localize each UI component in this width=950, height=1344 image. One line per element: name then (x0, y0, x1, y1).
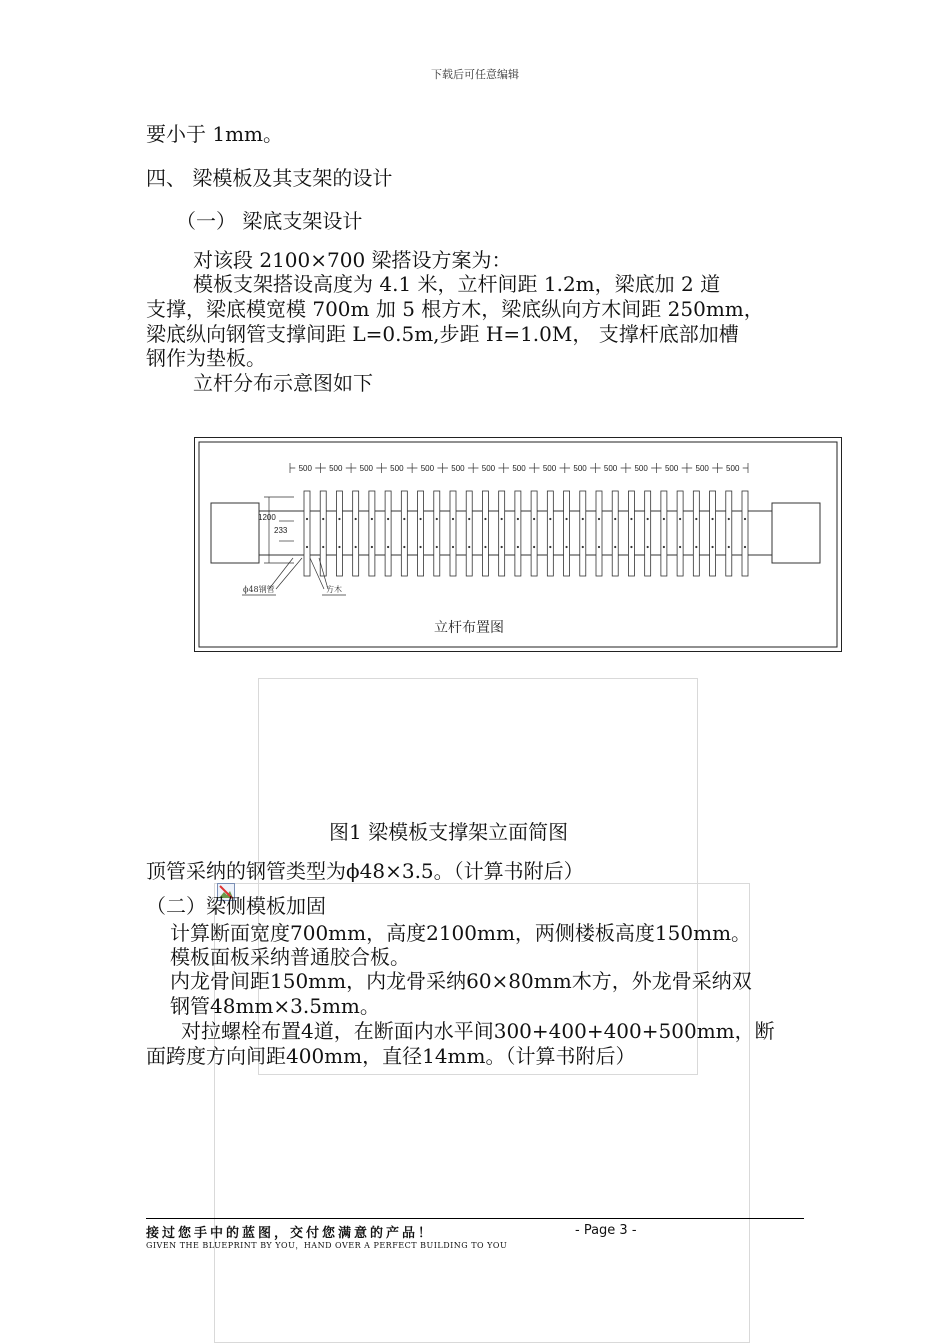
left-dim-label-2: 233 (274, 526, 288, 535)
dim-label: 500 (512, 464, 526, 473)
pipe-node (452, 518, 454, 520)
timber-post (369, 491, 375, 576)
paragraph-1: 对该段 2100×700 梁搭设方案为： (193, 248, 512, 272)
dim-label: 500 (451, 464, 465, 473)
timber-post (385, 491, 391, 576)
paragraph-2d: 钢作为垫板。 (146, 346, 266, 370)
paragraph-2c: 梁底纵向钢管支撑间距 L=0.5m,步距 H=1.0M， 支撑杆底部加槽 (146, 322, 739, 346)
pipe-node (679, 546, 681, 548)
pipe-node (711, 518, 713, 520)
dim-label: 500 (664, 464, 679, 473)
pipe-node (322, 546, 324, 548)
timber-post (482, 491, 488, 576)
dim-label: 500 (542, 464, 557, 473)
pipe-node (484, 518, 486, 520)
paragraph-4: 顶管采纳的钢管类型为ϕ48×3.5。（计算书附后） (146, 859, 584, 883)
timber-post (596, 491, 602, 576)
pipe-node (306, 546, 308, 548)
timber-post (693, 491, 699, 576)
timber-post (401, 491, 407, 576)
timber-post (710, 491, 716, 576)
pipe-node (598, 518, 600, 520)
pipe-node (436, 546, 438, 548)
pipe-node (419, 546, 421, 548)
timber-post (677, 491, 683, 576)
timber-post (726, 491, 732, 576)
timber-post (547, 491, 553, 576)
paragraph-7a: 内龙骨间距150mm，内龙骨采纳60×80mm木方，外龙骨采纳双 (170, 969, 752, 993)
pipe-node (403, 546, 405, 548)
pipe-node (501, 518, 503, 520)
pipe-node (484, 546, 486, 548)
pipe-node (419, 518, 421, 520)
pipe-node (630, 546, 632, 548)
dim-label: 500 (726, 464, 740, 473)
timber-post (531, 491, 537, 576)
pipe-node (647, 518, 649, 520)
dim-label: 500 (481, 464, 496, 473)
timber-post (628, 491, 634, 576)
pipe-node (549, 518, 551, 520)
page-number: - Page 3 - (575, 1223, 637, 1238)
pipe-node (565, 546, 567, 548)
pipe-node (517, 546, 519, 548)
timber-post (320, 491, 326, 576)
paragraph-8b: 面跨度方向间距400mm，直径14mm。（计算书附后） (146, 1044, 636, 1068)
pipe-node (582, 518, 584, 520)
column-block-left (211, 503, 259, 563)
section-heading-4: 四、 梁模板及其支架的设计 (146, 166, 393, 190)
paragraph-2b: 支撑，梁底模宽模 700m 加 5 根方木，梁底纵向方木间距 250mm， (146, 297, 764, 321)
subsection-heading-1: （一） 梁底支架设计 (176, 209, 363, 233)
pipe-node (663, 518, 665, 520)
timber-post (418, 491, 424, 576)
paragraph-6: 模板面板采纳普通胶合板。 (170, 945, 410, 969)
left-dim-label-1: 1200 (258, 513, 276, 522)
dim-label: 500 (329, 464, 343, 473)
footer-rule (146, 1218, 804, 1219)
dim-label: 500 (390, 464, 404, 473)
timber-post (353, 491, 359, 576)
pipe-node (533, 518, 535, 520)
pipe-node (468, 518, 470, 520)
timber-post (661, 491, 667, 576)
timber-post (304, 491, 310, 576)
pipe-node (663, 546, 665, 548)
pipe-node (338, 518, 340, 520)
pipe-node (695, 546, 697, 548)
header-note: 下载后可任意编辑 (431, 68, 519, 81)
pipe-node (679, 518, 681, 520)
pipe-node (322, 518, 324, 520)
pipe-node (647, 546, 649, 548)
paragraph-8a: 对拉螺栓布置4道，在断面内水平间300+400+400+500mm，断 (181, 1019, 775, 1043)
subsection-heading-2: （二）梁侧模板加固 (146, 894, 326, 918)
timber-post (580, 491, 586, 576)
timber-post (742, 491, 748, 576)
footer-slogan-en: GIVEN THE BLUEPRINT BY YOU，HAND OVER A PERFECT BUILDING TO YOU (146, 1241, 508, 1250)
pipe-node (728, 546, 730, 548)
pipe-node (501, 546, 503, 548)
dim-label: 500 (420, 464, 435, 473)
dim-label: 500 (573, 464, 587, 473)
pipe-node (744, 518, 746, 520)
pole-layout-diagram (194, 437, 842, 652)
timber-post (450, 491, 456, 576)
dim-label: 500 (634, 464, 648, 473)
timber-post (434, 491, 440, 576)
figure-caption: 图1 梁模板支撑架立面简图 (329, 820, 569, 844)
label-timber: 方木 (326, 585, 342, 594)
paragraph-7b: 钢管48mm×3.5mm。 (170, 994, 380, 1018)
timber-post (515, 491, 521, 576)
pipe-node (403, 518, 405, 520)
timber-post (466, 491, 472, 576)
pipe-node (387, 518, 389, 520)
column-block-right (772, 503, 820, 563)
paragraph-5: 计算断面宽度700mm，高度2100mm，两侧楼板高度150mm。 (170, 921, 752, 945)
pipe-node (728, 518, 730, 520)
pipe-node (468, 546, 470, 548)
dim-label: 500 (298, 464, 312, 473)
timber-post (336, 491, 342, 576)
pipe-node (549, 546, 551, 548)
pipe-node (565, 518, 567, 520)
timber-post (564, 491, 570, 576)
pipe-node (355, 518, 357, 520)
diagram-title: 立杆布置图 (434, 620, 504, 636)
pipe-node (614, 518, 616, 520)
pipe-node (387, 546, 389, 548)
footer-slogan: 接过您手中的蓝图，交付您满意的产品！ (146, 1226, 435, 1241)
pipe-node (436, 518, 438, 520)
dim-label: 500 (603, 464, 618, 473)
pipe-node (338, 546, 340, 548)
pipe-node (306, 518, 308, 520)
pipe-node (355, 546, 357, 548)
paragraph-2a: 模板支架搭设高度为 4.1 米，立杆间距 1.2m，梁底加 2 道 (193, 272, 721, 296)
pipe-node (598, 546, 600, 548)
pipe-node (695, 518, 697, 520)
text-line-1: 要小于 1mm。 (146, 122, 284, 146)
pipe-node (452, 546, 454, 548)
timber-post (612, 491, 618, 576)
pipe-node (371, 546, 373, 548)
pipe-node (371, 518, 373, 520)
pipe-node (582, 546, 584, 548)
pipe-node (614, 546, 616, 548)
pipe-node (533, 546, 535, 548)
pipe-node (711, 546, 713, 548)
paragraph-3: 立杆分布示意图如下 (193, 371, 373, 395)
dim-label: 500 (359, 464, 374, 473)
dim-label: 500 (695, 464, 709, 473)
pipe-node (630, 518, 632, 520)
pipe-node (744, 546, 746, 548)
timber-post (645, 491, 651, 576)
label-steel-pipe: ϕ48钢管 (243, 585, 275, 594)
timber-post (499, 491, 505, 576)
pipe-node (517, 518, 519, 520)
